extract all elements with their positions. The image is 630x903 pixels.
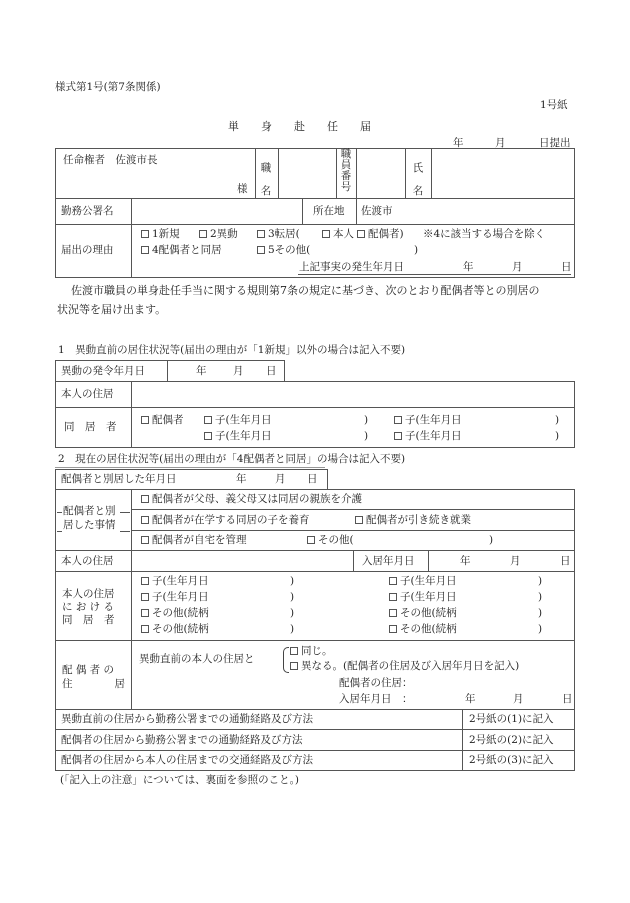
checkbox[interactable] [141, 516, 149, 524]
checkbox[interactable] [290, 662, 298, 670]
sama-suffix: 様 [237, 183, 248, 195]
reason-3-self[interactable]: 本人 [322, 229, 354, 240]
reason-3-spouse[interactable]: 配偶者) [357, 229, 404, 240]
s2-cohab-label: 本人の住居 [62, 588, 115, 600]
circumstance-care[interactable]: 配偶者が父母、義父母又は同居の親族を介護 [141, 494, 362, 505]
checkbox[interactable] [199, 230, 207, 238]
appointer-label: 任命権者 佐渡市長 [63, 154, 158, 166]
office-field[interactable] [133, 200, 301, 222]
checkbox[interactable] [141, 495, 149, 503]
circumstance-home[interactable]: 配偶者が自宅を管理 [141, 535, 247, 546]
circumstance-employment[interactable]: 配偶者が引き続き就業 [355, 515, 471, 526]
name-label: 氏名 [412, 162, 424, 197]
checkbox[interactable] [322, 230, 330, 238]
checkbox[interactable] [389, 593, 397, 601]
checkbox[interactable] [394, 416, 402, 424]
reason-option-5[interactable]: 5その他( [257, 245, 310, 256]
s2-cohab-right-3[interactable]: その他(続柄 [389, 608, 457, 619]
checkbox[interactable] [141, 246, 149, 254]
footnote: (「記入上の注意」については、裏面を参照のこと。) [60, 774, 299, 786]
checkbox[interactable] [141, 230, 149, 238]
staff-number-label: 職員番号 [340, 148, 352, 193]
same-option[interactable]: 同じ。 [290, 646, 333, 657]
reason-option-4[interactable]: 4配偶者と同居 [141, 245, 222, 256]
different-option[interactable]: 異なる。(配偶者の住居及び入居年月日を記入) [290, 661, 519, 672]
reason-option-1[interactable]: 1新規 [141, 229, 180, 240]
checkbox[interactable] [389, 625, 397, 633]
s1-residence-label: 本人の住居 [61, 388, 114, 400]
compare-label: 異動直前の本人の住居と [139, 653, 255, 665]
s1-cohabitant-label: 同 居 者 [64, 421, 117, 433]
brace-icon [283, 647, 289, 660]
reason-option-2[interactable]: 2異動 [199, 229, 238, 240]
name-field[interactable] [433, 150, 573, 196]
circumstance-child-education[interactable]: 配偶者が在学する同居の子を養育 [141, 515, 310, 526]
circumstances-label: 配偶者と別 [63, 505, 116, 517]
checkbox[interactable] [141, 536, 149, 544]
checkbox[interactable] [257, 246, 265, 254]
route-row-label: 配偶者の住居から本人の住居までの交通経路及び方法 [61, 754, 313, 766]
route-row-ref: 2号紙の(3)に記入 [469, 754, 554, 766]
route-row-label: 配偶者の住居から勤務公署までの通勤経路及び方法 [61, 734, 303, 746]
checkbox[interactable] [389, 609, 397, 617]
s2-cohab-right-4[interactable]: その他(続柄 [389, 624, 457, 635]
circumstance-other[interactable]: その他( [307, 535, 354, 546]
spouse-residence-field[interactable]: 配偶者の住居： [339, 677, 413, 689]
checkbox[interactable] [257, 230, 265, 238]
checkbox[interactable] [290, 647, 298, 655]
checkbox[interactable] [204, 432, 212, 440]
location-label: 所在地 [313, 205, 345, 217]
s1-child-option[interactable]: 子(生年月日 [394, 415, 462, 426]
s2-cohab-left-1[interactable]: 子(生年月日 [141, 576, 209, 587]
route-row-label: 異動直前の住居から勤務公署までの通勤経路及び方法 [61, 713, 313, 725]
page-title: 単 身 赴 任 届 [228, 120, 371, 133]
s1-child-option[interactable]: 子(生年月日 [204, 431, 272, 442]
s2-cohab-right-2[interactable]: 子(生年月日 [389, 592, 457, 603]
checkbox[interactable] [141, 577, 149, 585]
checkbox[interactable] [389, 577, 397, 585]
checkbox[interactable] [141, 416, 149, 424]
occurrence-label: 上記事実の発生年月日 [299, 261, 404, 273]
s1-residence-field[interactable] [133, 383, 573, 405]
separated-date-label: 配偶者と別居した年月日 [61, 473, 177, 485]
reason-note: ※4に該当する場合を除く [423, 228, 546, 240]
checkbox[interactable] [204, 416, 212, 424]
checkbox[interactable] [355, 516, 363, 524]
s2-residence-field[interactable] [133, 552, 351, 570]
checkbox[interactable] [307, 536, 315, 544]
sheet-number: 1号紙 [540, 99, 568, 111]
checkbox[interactable] [394, 432, 402, 440]
s1-spouse-option[interactable]: 配偶者 [141, 415, 184, 426]
checkbox[interactable] [141, 593, 149, 601]
checkbox[interactable] [141, 609, 149, 617]
staff-number-field[interactable] [358, 150, 404, 196]
job-title-label: 職名 [260, 162, 272, 197]
s1-child-option[interactable]: 子(生年月日 [204, 415, 272, 426]
section1-heading: 1 異動直前の居住状況等(届出の理由が「1新規」以外の場合は記入不要) [58, 344, 406, 356]
checkbox[interactable] [141, 625, 149, 633]
section2-table [55, 489, 575, 710]
spouse-residence-label: 配 偶 者 の [62, 664, 115, 676]
s1-child-option[interactable]: 子(生年月日 [394, 431, 462, 442]
move-in-label: 入居年月日 [362, 555, 415, 567]
reason-option-3[interactable]: 3転居( [257, 229, 300, 240]
spouse-move-in-field: 入居年月日 ： [339, 693, 413, 705]
s2-cohab-left-4[interactable]: その他(続柄 [141, 624, 209, 635]
intro-text-line2: 状況等を届け出ます。 [57, 303, 167, 316]
office-label: 勤務公署名 [61, 205, 114, 217]
checkbox[interactable] [357, 230, 365, 238]
s2-cohab-left-3[interactable]: その他(続柄 [141, 608, 209, 619]
route-row-ref: 2号紙の(2)に記入 [469, 734, 554, 746]
route-row-ref: 2号紙の(1)に記入 [469, 713, 554, 725]
section2-heading: 2 現在の居住状況等(届出の理由が「4配偶者と同居」の場合は記入不要) [58, 453, 406, 465]
s2-cohab-right-1[interactable]: 子(生年月日 [389, 576, 457, 587]
job-title-field[interactable] [280, 150, 335, 196]
reason-label: 届出の理由 [61, 244, 114, 256]
s2-cohab-left-2[interactable]: 子(生年月日 [141, 592, 209, 603]
issue-date-label: 異動の発令年月日 [61, 365, 145, 377]
form-reference: 様式第1号(第7条関係) [55, 81, 161, 93]
s2-residence-label: 本人の住居 [61, 555, 114, 567]
location-value: 佐渡市 [361, 205, 393, 217]
intro-text-line1: 佐渡市職員の単身赴任手当に関する規則第7条の規定に基づき、次のとおり配偶者等との別居の [71, 284, 540, 297]
